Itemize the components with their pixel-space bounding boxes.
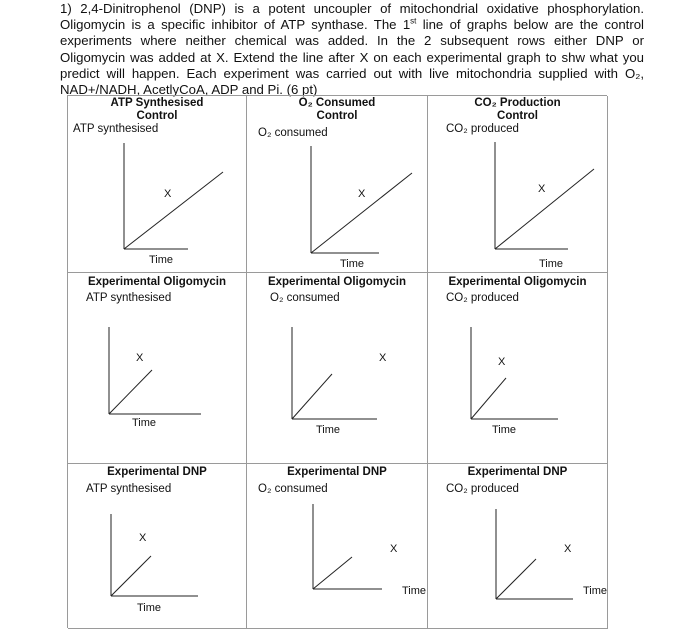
- trend-line: [292, 374, 332, 419]
- control-o2-graph: [247, 96, 428, 273]
- x-marker: X: [358, 188, 366, 200]
- cell-dnp-co2: [428, 464, 608, 629]
- trend-line: [495, 169, 594, 249]
- y-axis-label: CO₂ produced: [446, 123, 519, 135]
- y-axis-label: ATP synthesised: [86, 292, 172, 304]
- oligomycin-atp-graph: [68, 273, 247, 464]
- cell-control-o2: [247, 96, 428, 273]
- row-header-oligomycin: Experimental Oligomycin: [267, 276, 407, 288]
- x-marker: X: [379, 352, 387, 364]
- cell-oligomycin-co2: [428, 273, 608, 464]
- trend-line: [311, 173, 412, 253]
- x-marker: X: [136, 352, 144, 364]
- y-axis-label: O₂ consumed: [270, 292, 340, 304]
- y-axis-label: ATP synthesised: [86, 483, 172, 495]
- trend-line: [109, 370, 152, 414]
- cell-oligomycin-atp: [68, 273, 247, 464]
- x-marker: X: [139, 532, 147, 544]
- time-label: Time: [149, 254, 174, 266]
- trend-line: [496, 559, 536, 599]
- time-label: Time: [340, 258, 365, 270]
- y-axis-label: O₂ consumed: [258, 483, 328, 495]
- x-marker: X: [564, 543, 572, 555]
- time-label: Time: [137, 602, 162, 614]
- y-axis-label: CO₂ produced: [446, 483, 519, 495]
- y-axis-label: O₂ consumed: [258, 127, 328, 139]
- column-header-co2: CO₂ Production: [474, 97, 561, 109]
- oligomycin-o2-graph: [247, 273, 428, 464]
- cell-control-atp: [68, 96, 247, 273]
- row-header-dnp: Experimental DNP: [107, 466, 207, 478]
- dnp-o2-graph: [247, 464, 428, 629]
- cell-control-co2: [428, 96, 608, 273]
- row-header-oligomycin: Experimental Oligomycin: [87, 276, 227, 288]
- time-label: Time: [492, 424, 517, 436]
- time-label: Time: [132, 417, 157, 429]
- row-header-dnp: Experimental DNP: [467, 466, 568, 478]
- oligomycin-co2-graph: [428, 273, 608, 464]
- time-label: Time: [539, 258, 564, 270]
- dnp-atp-graph: [68, 464, 247, 629]
- cell-dnp-atp: [68, 464, 247, 629]
- trend-line: [124, 172, 223, 249]
- trend-line: [471, 378, 506, 419]
- x-marker: X: [390, 543, 398, 555]
- y-axis-label: ATP synthesised: [73, 123, 159, 135]
- question-text: 1) 2,4-Dinitrophenol (DNP) is a potent uncoupler of mitochondrial oxidative phosphorylation. Oligomycin is a specific inhibitor of ATP synthase. The 1st line of graphs below are the control experiments where neither chemical was added. In the 2 subsequent rows either DNP or Oligomycin was added at X. Extend the line after X on each experimental graph to shw what you predict will happen. Each experiment was carried out with live mitochondria supplied with O₂, NAD+/NADH, AcetlyCoA, ADP and Pi. (6 pt): [60, 1, 644, 98]
- row-header-oligomycin: Experimental Oligomycin: [448, 276, 587, 288]
- x-marker: X: [538, 183, 546, 195]
- control-co2-graph: [428, 96, 608, 273]
- dnp-co2-graph: [428, 464, 608, 629]
- column-header-atp: ATP Synthesised: [110, 97, 204, 109]
- cell-oligomycin-o2: [247, 273, 428, 464]
- x-marker: X: [164, 188, 172, 200]
- control-label: Control: [497, 110, 538, 122]
- x-marker: X: [498, 356, 506, 368]
- row-header-dnp: Experimental DNP: [287, 466, 387, 478]
- control-label: Control: [136, 110, 178, 122]
- time-label: Time: [402, 585, 427, 597]
- y-axis-label: CO₂ produced: [446, 292, 519, 304]
- column-header-o2: O₂ Consumed: [298, 97, 376, 109]
- control-atp-graph: [68, 96, 247, 273]
- trend-line: [313, 557, 352, 589]
- control-label: Control: [316, 110, 358, 122]
- time-label: Time: [583, 585, 608, 597]
- trend-line: [111, 556, 151, 596]
- cell-dnp-o2: [247, 464, 428, 629]
- time-label: Time: [316, 424, 341, 436]
- experiment-table: [67, 95, 607, 628]
